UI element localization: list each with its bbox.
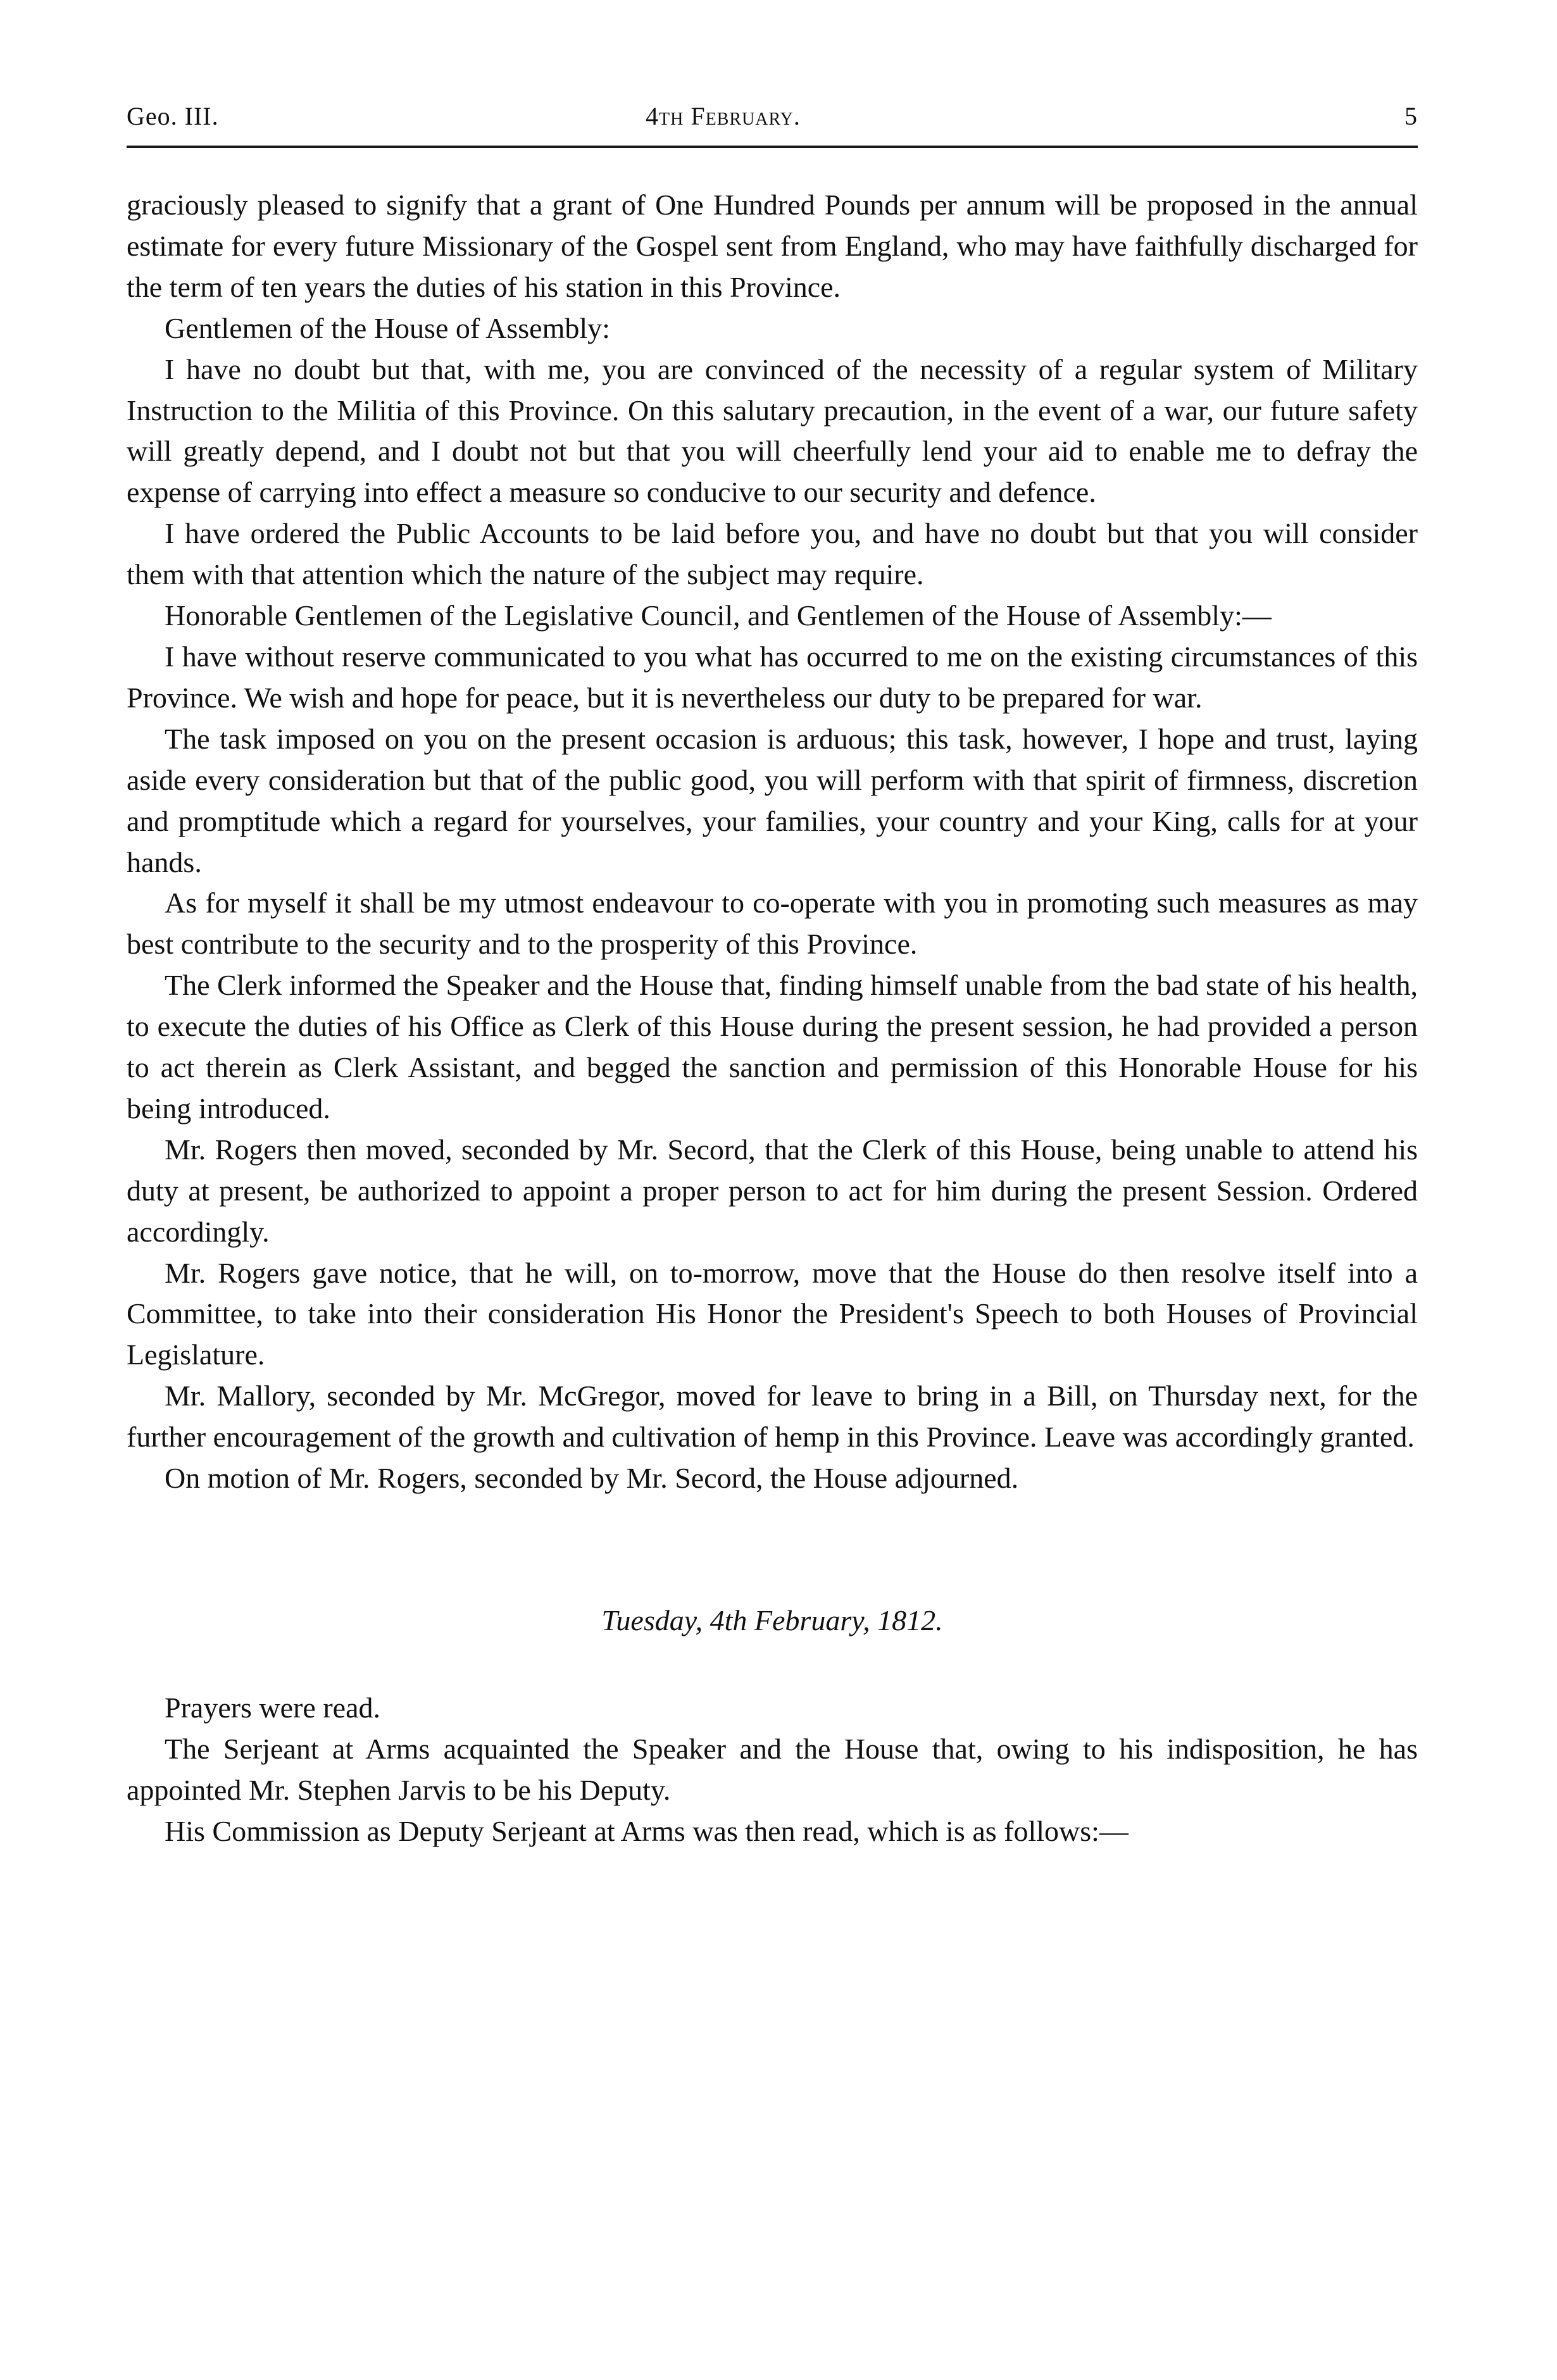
- document-page: [127, 95, 1418, 1852]
- paragraph: On motion of Mr. Rogers, seconded by Mr. Secord, the House adjourned.: [165, 1462, 1019, 1495]
- running-header: [127, 95, 1418, 139]
- paragraph: Mr. Mallory, seconded by Mr. McGregor, moved for leave to bring in a Bill, on Thursday next, for the further encouragement of the growth and cultivation of hemp in this Province. Leave was accordingly granted.: [127, 1380, 1418, 1454]
- paragraph: The Serjeant at Arms acquainted the Speaker and the House that, owing to his indisposition, he has appointed Mr. Stephen Jarvis to be his Deputy.: [127, 1732, 1418, 1806]
- paragraph: The Clerk informed the Speaker and the House that, finding himself unable from the bad state of his health, to execute the duties of his Office as Clerk of this House during the present session, he had provided a person to act therein as Clerk Assistant, and begged the sanction and permission of this Honorable House for his being introduced.: [127, 969, 1418, 1125]
- paragraph: As for myself it shall be my utmost endeavour to co-operate with you in promoting such measures as may best contribute to the security and to the prosperity of this Province.: [127, 887, 1418, 961]
- paragraph: I have no doubt but that, with me, you are convinced of the necessity of a regular system of Military Instruction to the Militia of this Province. On this salutary precaution, in the event of a war, our future safety will greatly depend, and I doubt not but that you will cheerfully lend your aid to enable me to defray the expense of carrying into effect a measure so conducive to our security and defence.: [127, 352, 1418, 509]
- paragraph: I have without reserve communicated to you what has occurred to me on the existing circumstances of this Province. We wish and hope for peace, but it is nevertheless our duty to be prepared for war.: [127, 640, 1418, 714]
- paragraph: I have ordered the Public Accounts to be laid before you, and have no doubt but that you will consider them with that attention which the nature of the subject may require.: [127, 517, 1418, 591]
- paragraph: His Commission as Deputy Serjeant at Arms was then read, which is as follows:—: [165, 1814, 1129, 1847]
- paragraph: Prayers were read.: [165, 1692, 380, 1724]
- date-heading: Tuesday, 4th February, 1812.: [601, 1604, 943, 1636]
- page-body: [127, 185, 1418, 1852]
- header-reign: Geo. III.: [127, 102, 219, 130]
- paragraph: Honorable Gentlemen of the Legislative Council, and Gentlemen of the House of Assembly:—: [165, 599, 1272, 632]
- header-date: 4th February.: [646, 102, 801, 130]
- header-rule: [127, 146, 1418, 148]
- paragraph: The task imposed on you on the present occasion is arduous; this task, however, I hope and trust, laying aside every consideration but that of the public good, you will perform with that spirit of firmness, discretion and promptitude which a regard for yourselves, your families, your country and your King, calls for at your hands.: [127, 722, 1418, 878]
- paragraph: Mr. Rogers gave notice, that he will, on to-morrow, move that the House do then resolve itself into a Committee, to take into their consideration His Honor the President's Speech to both Houses of Provincial Legislature.: [127, 1256, 1418, 1371]
- page-number: 5: [1404, 102, 1418, 130]
- paragraph: graciously pleased to signify that a grant of One Hundred Pounds per annum will be proposed in the annual estimate for every future Missionary of the Gospel sent from England, who may have faithfully discharged for the term of ten years the duties of his station in this Province.: [127, 189, 1418, 303]
- paragraph: Gentlemen of the House of Assembly:: [165, 311, 610, 344]
- paragraph: Mr. Rogers then moved, seconded by Mr. Secord, that the Clerk of this House, being unable to attend his duty at present, be authorized to appoint a proper person to act for him during the present Session. Ordered accordingly.: [127, 1133, 1418, 1248]
